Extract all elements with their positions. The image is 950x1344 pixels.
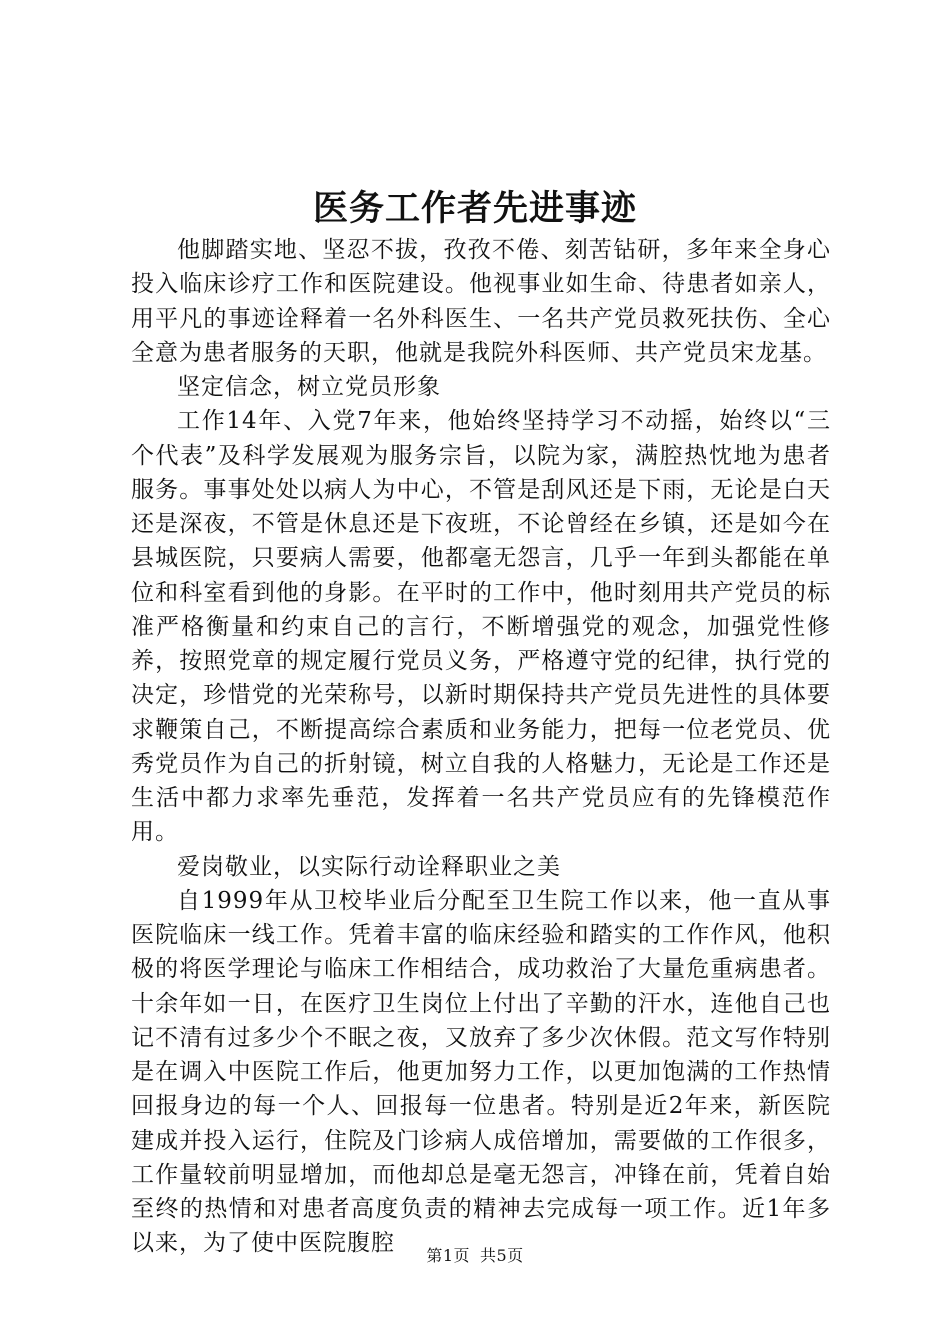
paragraph-dedication: 自1999年从卫校毕业后分配至卫生院工作以来，他一直从事医院临床一线工作。凭着丰富的临床经验和踏实的工作作风，他积极的将医学理论与临床工作相结合，成功救治了大量危重病患者。十余年如一日，在医疗卫生岗位上付出了辛勤的汗水，连他自己也记不清有过多少个不眠之夜，又放弃了多少次休假。范文写作特别是在调入中医院工作后，他更加努力工作，以更加饱满的工作热情回报身边的每一个人、回报每一位患者。特别是近2年来，新医院建成并投入运行，住院及门诊病人成倍增加，需要做的工作很多，工作量较前明显增加，而他却总是毫无怨言，冲锋在前，凭着自始至终的热情和对患者高度负责的精神去完成每一项工作。近1年多以来，为了使中医院腹腔 [131, 887, 831, 1257]
page-total: 共5页 [480, 1246, 524, 1265]
section-heading-dedication: 爱岗敬业，以实际行动诠释职业之美 [177, 853, 561, 880]
document-title: 医务工作者先进事迹 [312, 188, 637, 229]
document-body [131, 233, 831, 1261]
paragraph-intro: 他脚踏实地、坚忍不拔，孜孜不倦、刻苦钻研，多年来全身心投入临床诊疗工作和医院建设。他视事业如生命、待患者如亲人，用平凡的事迹诠释着一名外科医生、一名共产党员救死扶伤、全心全意为患者服务的天职，他就是我院外科医师、共产党员宋龙基。 [131, 237, 831, 366]
paragraph-faith: 工作14年、入党7年来，他始终坚持学习不动摇，始终以“三个代表”及科学发展观为服务宗旨，以院为家，满腔热忱地为患者服务。事事处处以病人为中心，不管是刮风还是下雨，无论是白天还是深夜，不管是休息还是下夜班，不论曾经在乡镇，还是如今在县城医院，只要病人需要，他都毫无怨言，几乎一年到头都能在单位和科室看到他的身影。在平时的工作中，他时刻用共产党员的标准严格衡量和约束自己的言行，不断增强党的观念，加强党性修养，按照党章的规定履行党员义务，严格遵守党的纪律，执行党的决定，珍惜党的光荣称号，以新时期保持共产党员先进性的具体要求鞭策自己，不断提高综合素质和业务能力，把每一位老党员、优秀党员作为自己的折射镜，树立自我的人格魅力，无论是工作还是生活中都力求率先垂范，发挥着一名共产党员应有的先锋模范作用。 [131, 408, 831, 846]
section-heading-faith: 坚定信念，树立党员形象 [177, 374, 441, 400]
page-number: 第1页 [426, 1246, 470, 1265]
page-footer [0, 1244, 950, 1268]
